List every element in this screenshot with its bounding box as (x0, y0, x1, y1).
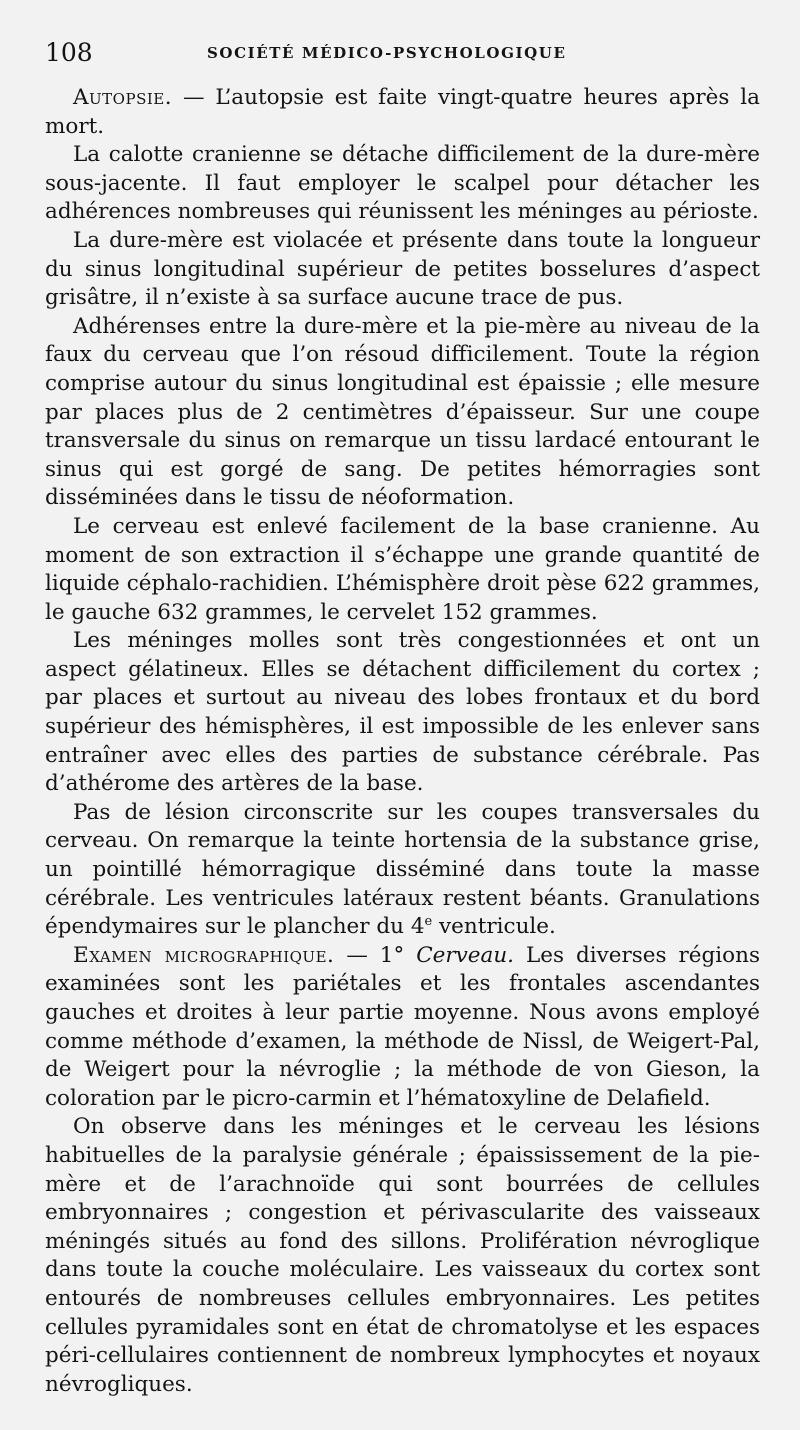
paragraph-text: — 1° (334, 942, 417, 968)
paragraph-text: Pas de lésion circonscrite sur les coupes transversales du cerveau. On remarque la teinte hortensia de la substance grise, un pointillé hémorragique disséminé dans toute la masse cérébrale. Les ventricules latéraux restent béants. Granulations épendymaires sur le plancher du 4 (45, 799, 760, 940)
paragraph-examen-micrographique (45, 942, 760, 1114)
paragraph-calotte: La calotte cranienne se détache difficilement de la dure-mère sous-jacente. Il faut employer le scalpel pour détacher les adhérences nombreuses qui réunissent les méninges au périoste. (45, 142, 760, 225)
section-heading-examen: Examen micrographique. (73, 942, 335, 968)
superscript: e (424, 914, 433, 930)
paragraph-observations: On observe dans les méninges et le cerveau les lésions habituelles de la paralysie générale ; épaississement de la pie-mère et de l’arachnoïde qui sont bourrées de cellules embryonnaires ; congestion et périvascularite des vaisseaux méningés situés au fond des sillons. Prolifération névroglique dans toute la couche moléculaire. Les vaisseaux du cortex sont entourés de nombreuses cellules embryonnaires. Les petites cellules pyramidales sont en état de chromatolyse et les espaces péri-cellulaires contiennent de nombreux lymphocytes et noyaux névrogliques. (45, 1114, 760, 1397)
page-header (45, 38, 760, 68)
paragraph-text: ventricule. (432, 914, 556, 940)
paragraph-text: — L’autopsie est faite vingt-quatre heures après la mort. (45, 85, 760, 139)
paragraph-dure-mere: La dure-mère est violacée et présente dans toute la longueur du sinus longitudinal supérieur de petites bosselures d’aspect grisâtre, il n’existe à sa surface aucune trace de pus. (45, 227, 760, 311)
paragraph-adherenses: Adhérenses entre la dure-mère et la pie-mère au niveau de la faux du cerveau que l’on résoud difficilement. Toute la région comprise autour du sinus longitudinal est épaissie ; elle mesure par places plus de 2 centimètres d’épaisseur. Sur une coupe transversale du sinus on remarque un tissu lardacé entourant le sinus qui est gorgé de sang. De petites hémorragies sont disséminées dans le tissu de néoformation. (45, 313, 760, 511)
page-number: 108 (45, 38, 93, 67)
subsection-heading-cerveau: Cerveau. (416, 942, 515, 968)
section-heading-autopsie: Autopsie. (73, 85, 173, 110)
paragraph-meninges-molles: Les méninges molles sont très congestionnées et ont un aspect gélatineux. Elles se détachent difficilement du cortex ; par places et surtout au niveau des lobes frontaux et du bord supérieur des hémisphères, il est impossible de les enlever sans entraîner avec elles des parties de substance cérébrale. Pas d’athérome des artères de la base. (45, 628, 760, 797)
paragraph-text: Les diverses régions examinées sont les pariétales et les frontales ascendantes gauches et droites à leur partie moyenne. Nous avons employé comme méthode d’examen, la méthode de Nissl, de Weigert-Pal, de Weigert pour la névroglie ; la méthode de von Gieson, la coloration par le picro-carmin et l’hématoxyline de Delafield. (45, 942, 760, 1111)
paragraph-autopsie (45, 84, 760, 141)
paragraph-lesion (45, 799, 760, 942)
paragraph-cerveau-extraction: Le cerveau est enlevé facilement de la base cranienne. Au moment de son extraction il s’échappe une grande quantité de liquide céphalo-rachidien. L’hémisphère droit pèse 622 grammes, le gauche 632 grammes, le cervelet 152 grammes. (45, 513, 760, 625)
document-body (45, 84, 760, 1399)
running-head: SOCIÉTÉ MÉDICO-PSYCHOLOGIQUE (207, 44, 567, 62)
